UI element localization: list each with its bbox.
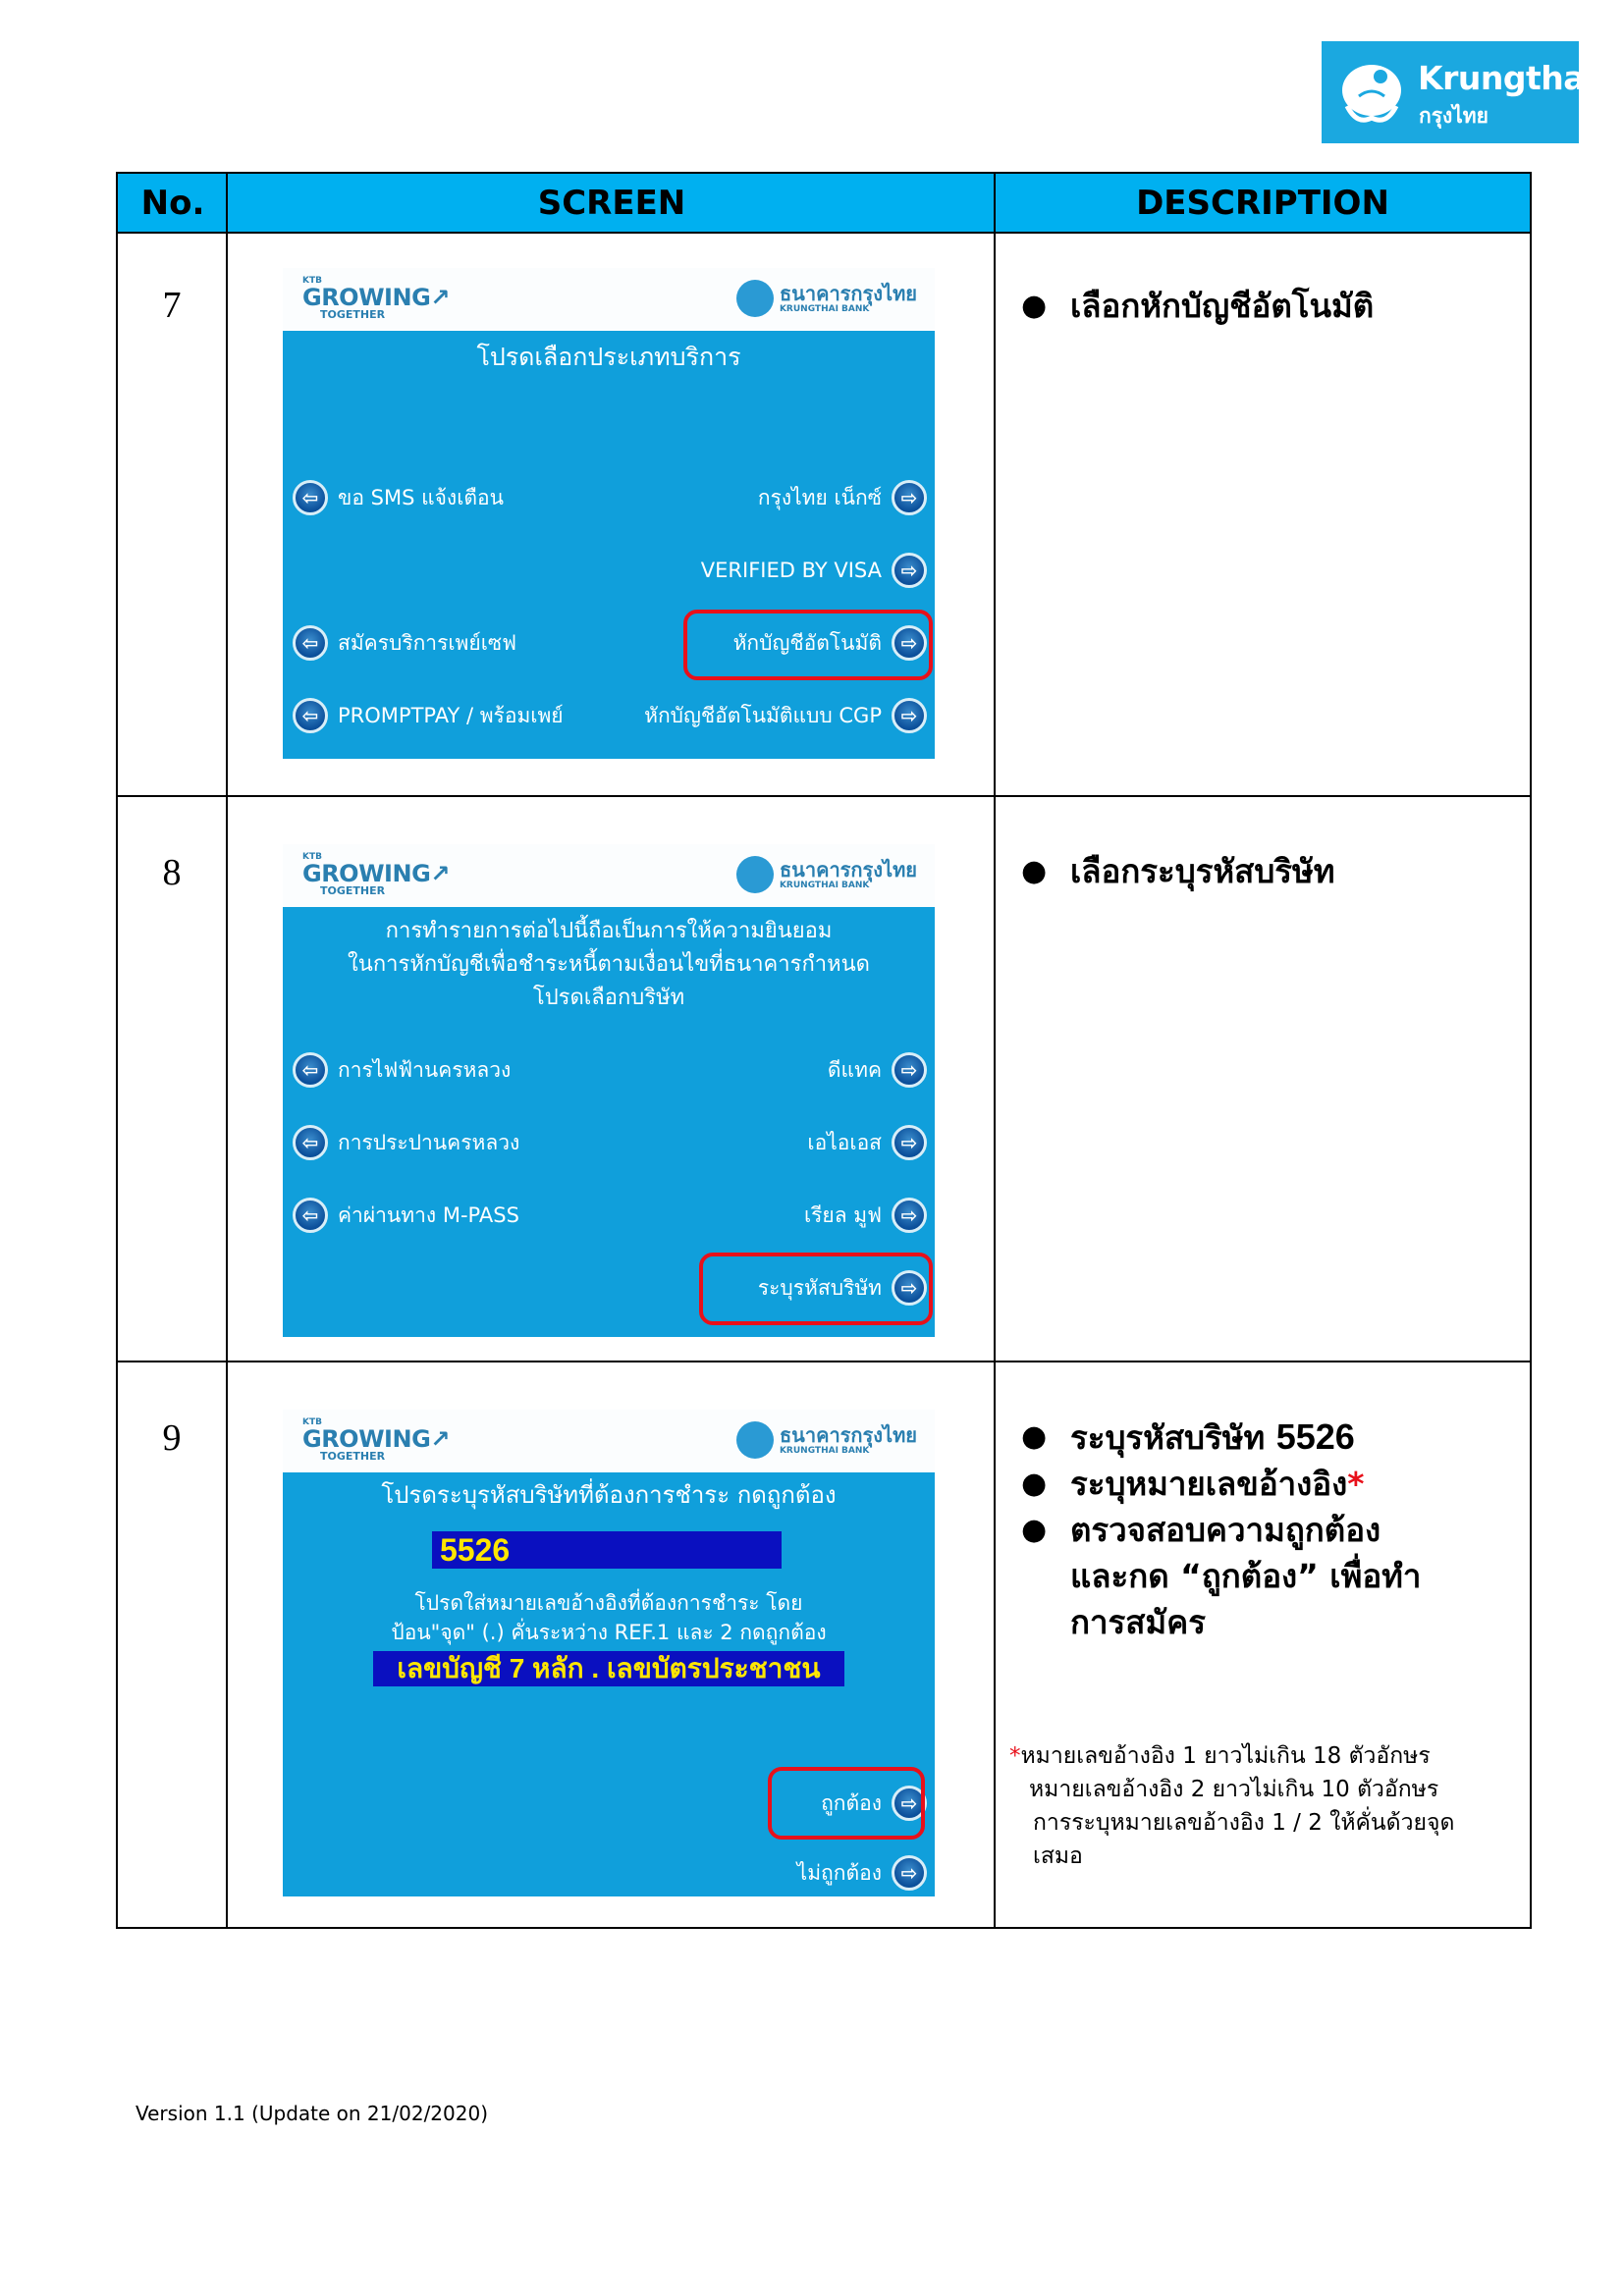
atm-instruction-line: ป้อน"จุด" (.) คั่นระหว่าง REF.1 และ 2 กดถูกต้อง	[391, 1621, 827, 1644]
atm-screen-service-type	[283, 268, 935, 759]
atm-option-mea[interactable]: ⇦ การไฟฟ้านครหลวง	[293, 1052, 511, 1088]
atm-screen-enter-code	[283, 1410, 935, 1896]
ktb-growing-logo: KTB GROWING↗ TOGETHER	[302, 1417, 450, 1463]
atm-title-line: ในการหักบัญชีเพื่อชำระหนี้ตามเงื่อนไขที่ธนาคารกำหนด	[348, 952, 870, 977]
brand-name-th: กรุงไทย	[1419, 104, 1489, 128]
required-star: *	[1347, 1465, 1365, 1503]
right-arrow-icon: ⇨	[892, 698, 927, 733]
bullet-icon: ●	[1021, 1419, 1048, 1454]
atm-option-mwa[interactable]: ⇦ การประปานครหลวง	[293, 1125, 519, 1160]
row-number: 7	[162, 285, 182, 326]
header-screen: SCREEN	[228, 174, 996, 234]
row-number: 8	[162, 852, 182, 893]
row-divider	[118, 1361, 1530, 1362]
left-arrow-icon: ⇦	[293, 698, 328, 733]
company-code-input[interactable]: 5526	[432, 1531, 782, 1569]
bullet-icon: ●	[1021, 1513, 1048, 1547]
atm-header	[283, 268, 935, 331]
krungthai-logo	[1322, 41, 1596, 143]
bank-seal-icon	[736, 1421, 774, 1459]
atm-option-truemove[interactable]: เรียล มูฟ ⇨	[804, 1198, 927, 1233]
brand-name-en: Krungthai	[1418, 59, 1596, 97]
bullet-icon: ●	[1021, 289, 1048, 323]
atm-option-cancel[interactable]: ไม่ถูกต้อง ⇨	[797, 1855, 927, 1891]
description-item: ● เลือกหักบัญชีอัตโนมัติ	[1021, 283, 1512, 329]
right-arrow-icon: ⇨	[892, 1270, 927, 1306]
atm-option-promptpay[interactable]: ⇦ PROMPTPAY / พร้อมเพย์	[293, 698, 564, 733]
right-arrow-icon: ⇨	[892, 1855, 927, 1891]
header-description: DESCRIPTION	[996, 174, 1530, 234]
atm-instruction-line: โปรดใส่หมายเลขอ้างอิงที่ต้องการชำระ โดย	[414, 1591, 803, 1615]
atm-option-paysafe[interactable]: ⇦ สมัครบริการเพย์เซฟ	[293, 625, 516, 661]
atm-option-sms[interactable]: ⇦ ขอ SMS แจ้งเตือน	[293, 480, 504, 515]
header-no: No.	[118, 174, 228, 234]
reference-hint: เลขบัญชี 7 หลัก . เลขบัตรประชาชน	[373, 1651, 844, 1686]
atm-option-mpass[interactable]: ⇦ ค่าผ่านทาง M-PASS	[293, 1198, 519, 1233]
atm-screen-select-company	[283, 844, 935, 1337]
description-item: ● ระบุรหัสบริษัท 5526	[1021, 1414, 1512, 1461]
atm-option-verified-by-visa[interactable]: VERIFIED BY VISA ⇨	[701, 553, 927, 588]
atm-header	[283, 844, 935, 907]
atm-body	[283, 907, 935, 1337]
description-row-9	[1021, 1414, 1512, 1645]
column-divider	[226, 174, 228, 1927]
atm-title: โปรดระบุรหัสบริษัทที่ต้องการชำระ กดถูกต้อง	[381, 1481, 837, 1509]
description-item: ● ตรวจสอบความถูกต้อง และกด “ถูกต้อง” เพื่อทำ การสมัคร	[1021, 1507, 1512, 1645]
atm-body	[283, 331, 935, 759]
reference-note: *หมายเลขอ้างอิง 1 ยาวไม่เกิน 18 ตัวอักษร หมายเลขอ้างอิง 2 ยาวไม่เกิน 10 ตัวอักษร การระบุหมายเลขอ้างอิง 1 / 2 ให้คั่นด้วยจุด เสมอ	[1009, 1743, 1455, 1869]
right-arrow-icon: ⇨	[892, 1125, 927, 1160]
atm-option-auto-debit-cgp[interactable]: หักบัญชีอัตโนมัติแบบ CGP ⇨	[644, 698, 927, 733]
bank-seal-icon	[736, 280, 774, 317]
left-arrow-icon: ⇦	[293, 1052, 328, 1088]
description-row-8	[1021, 848, 1512, 894]
krungthai-bank-logo: ธนาคารกรุงไทย KRUNGTHAI BANK	[736, 280, 917, 317]
atm-option-krungthai-next[interactable]: กรุงไทย เน็กซ์ ⇨	[758, 480, 927, 515]
note-star: *	[1009, 1743, 1021, 1769]
atm-option-ais[interactable]: เอไอเอส ⇨	[807, 1125, 927, 1160]
atm-title-line: การทำรายการต่อไปนี้ถือเป็นการให้ความยินยอม	[385, 919, 833, 943]
atm-title: โปรดเลือกประเภทบริการ	[476, 343, 741, 371]
description-item: ● ระบุหมายเลขอ้างอิง*	[1021, 1461, 1512, 1507]
krungthai-bird-icon	[1337, 57, 1406, 128]
atm-option-dtac[interactable]: ดีแทค ⇨	[828, 1052, 927, 1088]
atm-option-auto-debit[interactable]: หักบัญชีอัตโนมัติ ⇨	[733, 625, 927, 661]
right-arrow-icon: ⇨	[892, 1786, 927, 1821]
atm-title-line: โปรดเลือกบริษัท	[532, 986, 685, 1010]
right-arrow-icon: ⇨	[892, 553, 927, 588]
bullet-icon: ●	[1021, 854, 1048, 888]
ktb-growing-logo: KTB GROWING↗ TOGETHER	[302, 276, 450, 321]
highlight-box	[768, 1767, 925, 1840]
krungthai-bank-logo: ธนาคารกรุงไทย KRUNGTHAI BANK	[736, 856, 917, 893]
version-footer: Version 1.1 (Update on 21/02/2020)	[135, 2102, 489, 2125]
column-divider	[994, 174, 996, 1927]
left-arrow-icon: ⇦	[293, 480, 328, 515]
krungthai-bank-logo: ธนาคารกรุงไทย KRUNGTHAI BANK	[736, 1421, 917, 1459]
atm-header	[283, 1410, 935, 1472]
row-divider	[118, 795, 1530, 797]
atm-option-enter-company-code[interactable]: ระบุรหัสบริษัท ⇨	[758, 1270, 927, 1306]
atm-body	[283, 1472, 935, 1896]
left-arrow-icon: ⇦	[293, 1125, 328, 1160]
bullet-icon: ●	[1021, 1467, 1048, 1501]
ktb-growing-logo: KTB GROWING↗ TOGETHER	[302, 852, 450, 897]
description-row-7	[1021, 283, 1512, 329]
right-arrow-icon: ⇨	[892, 1198, 927, 1233]
atm-option-confirm[interactable]: ถูกต้อง ⇨	[821, 1786, 927, 1821]
bank-seal-icon	[736, 856, 774, 893]
right-arrow-icon: ⇨	[892, 1052, 927, 1088]
row-number: 9	[162, 1417, 182, 1459]
right-arrow-icon: ⇨	[892, 625, 927, 661]
left-arrow-icon: ⇦	[293, 625, 328, 661]
right-arrow-icon: ⇨	[892, 480, 927, 515]
highlight-box	[683, 610, 933, 680]
description-item: ● เลือกระบุรหัสบริษัท	[1021, 848, 1512, 894]
highlight-box	[699, 1253, 933, 1325]
left-arrow-icon: ⇦	[293, 1198, 328, 1233]
